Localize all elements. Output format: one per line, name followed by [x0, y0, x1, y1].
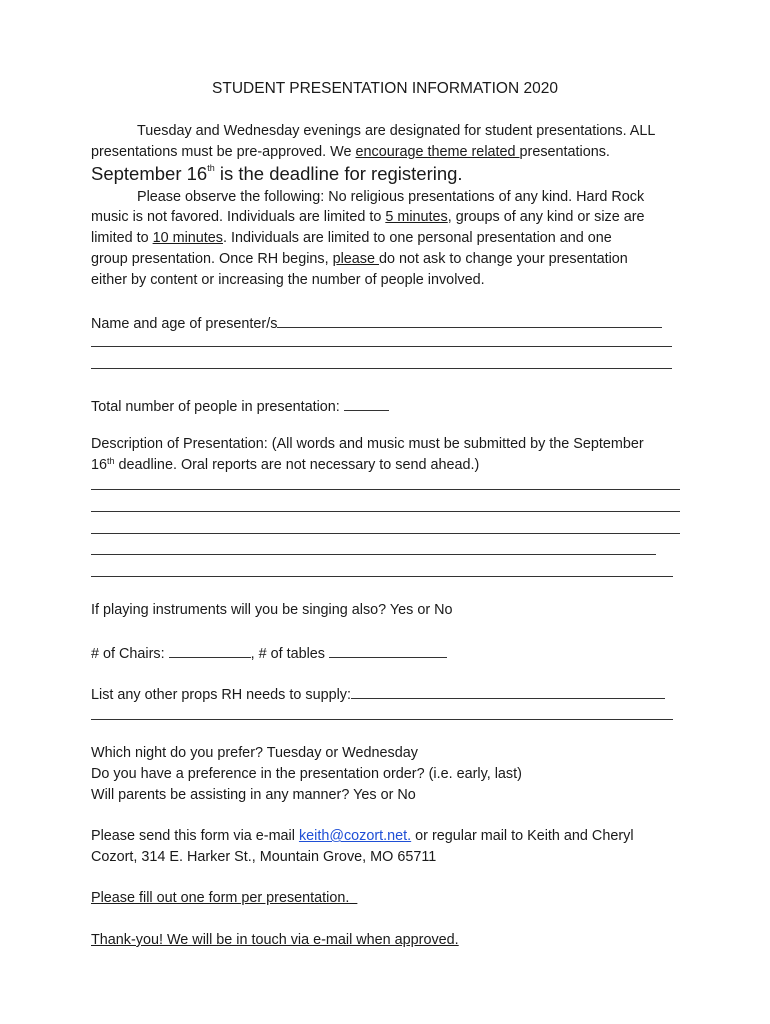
rules-text-end: do not ask to change your presentation: [379, 251, 628, 267]
intro-text-end: presentations.: [519, 144, 610, 160]
name-age-label: Name and age of presenter/s: [91, 316, 278, 332]
name-age-field[interactable]: [277, 314, 662, 328]
rules-line-1: Please observe the following: No religious presentations of any kind. Hard Rock: [137, 189, 645, 205]
email-link[interactable]: keith@cozort.net.: [298, 828, 412, 844]
chairs-field[interactable]: [169, 644, 251, 658]
props-row: [91, 685, 665, 702]
deadline-text: is the deadline for registering.: [214, 163, 463, 184]
description-line-1: Description of Presentation: (All words and music must be submitted by the September: [91, 436, 644, 452]
contact-text: Please send this form via e-mail: [91, 828, 299, 844]
thank-you-note: Thank-you! We will be in touch via e-mail when approved.: [91, 932, 459, 948]
deadline-date: September 16: [91, 163, 208, 184]
description-field-line-1[interactable]: [91, 489, 680, 490]
rules-line-2: [91, 210, 645, 224]
rules-line-4: [91, 252, 628, 266]
order-question: Do you have a preference in the presentation order? (i.e. early, last): [91, 766, 522, 782]
props-label: List any other props RH needs to supply:: [91, 687, 351, 703]
total-people-label: Total number of people in presentation:: [91, 399, 344, 415]
rules-text: music is not favored. Individuals are limited to: [91, 209, 386, 225]
rules-text: limited to: [91, 230, 153, 246]
intro-underlined-text: encourage theme related: [355, 144, 520, 160]
tables-field[interactable]: [329, 644, 447, 658]
contact-line-1: [91, 829, 634, 843]
chairs-label: # of Chairs:: [91, 646, 169, 662]
name-age-line-2[interactable]: [91, 346, 672, 347]
rules-line-5: either by content or increasing the number of people involved.: [91, 272, 485, 288]
tables-label: , # of tables: [250, 646, 329, 662]
deadline-line: [91, 165, 463, 184]
description-date: 16: [91, 457, 108, 473]
one-form-note: Please fill out one form per presentation.: [91, 890, 358, 906]
description-text: deadline. Oral reports are not necessary to send ahead.): [114, 457, 480, 473]
description-field-line-4[interactable]: [91, 554, 656, 555]
description-superscript: th: [107, 456, 115, 466]
group-limit: 10 minutes: [152, 230, 223, 246]
total-people-row: [91, 397, 389, 414]
description-field-line-3[interactable]: [91, 533, 680, 534]
night-question: Which night do you prefer? Tuesday or Wednesday: [91, 745, 418, 761]
description-line-2: [91, 458, 479, 472]
intro-text: presentations must be pre-approved. We: [91, 144, 356, 160]
rules-text: group presentation. Once RH begins,: [91, 251, 333, 267]
contact-text-end: or regular mail to Keith and Cheryl: [411, 828, 634, 844]
props-field-line-2[interactable]: [91, 719, 673, 720]
chairs-tables-row: [91, 644, 447, 661]
contact-address: Cozort, 314 E. Harker St., Mountain Grove, MO 65711: [91, 849, 437, 865]
individual-limit: 5 minutes: [385, 209, 448, 225]
name-age-row: [91, 314, 662, 331]
instruments-question: If playing instruments will you be singing also? Yes or No: [91, 602, 453, 618]
total-people-field[interactable]: [344, 397, 389, 411]
page-title: STUDENT PRESENTATION INFORMATION 2020: [212, 80, 558, 97]
name-age-line-3[interactable]: [91, 368, 672, 369]
rules-text-end: , groups of any kind or size are: [447, 209, 645, 225]
deadline-superscript: th: [207, 163, 215, 173]
description-field-line-5[interactable]: [91, 576, 673, 577]
parents-question: Will parents be assisting in any manner? Yes or No: [91, 787, 416, 803]
rules-line-3: [91, 231, 612, 245]
intro-line-2: [91, 145, 610, 159]
rules-text-end: . Individuals are limited to one personal presentation and one: [223, 230, 612, 246]
intro-line-1: Tuesday and Wednesday evenings are designated for student presentations. ALL: [137, 123, 656, 139]
description-field-line-2[interactable]: [91, 511, 680, 512]
props-field[interactable]: [351, 685, 665, 699]
please-underlined: please: [332, 251, 379, 267]
